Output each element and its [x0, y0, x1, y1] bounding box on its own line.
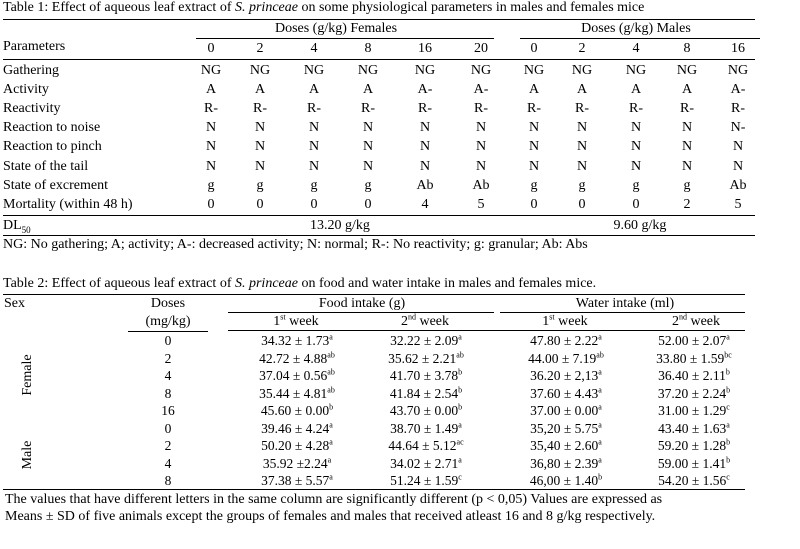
- intake-value-cell: [496, 385, 636, 402]
- parameter-label: Mortality (within 48 h): [3, 197, 133, 212]
- female-value-cell: N: [475, 120, 487, 135]
- intake-value-cell: [356, 385, 496, 402]
- male-value-cell: N: [576, 159, 588, 174]
- significance-letters: a: [329, 420, 333, 430]
- female-value-cell: 5: [477, 197, 485, 212]
- intake-mean-sd: 41.84 ± 2.54: [389, 386, 459, 401]
- males-doses-header: Doses (g/kg) Males: [581, 21, 691, 36]
- parameter-label: Reaction to noise: [3, 120, 101, 135]
- food-week1-word: week: [285, 314, 319, 329]
- male-value-cell: N: [528, 120, 540, 135]
- intake-mean-sd: 37.00 ± 0.00: [530, 403, 599, 418]
- intake-mean-sd: 33.80 ± 1.59: [656, 351, 725, 366]
- female-value-cell: g: [364, 178, 372, 193]
- male-value-cell: g: [683, 178, 691, 193]
- intake-value-cell: [624, 367, 764, 384]
- doses-unit-header: (mg/kg): [145, 314, 191, 329]
- male-value-cell: A: [528, 82, 540, 97]
- table2-caption: [3, 276, 596, 292]
- food-week2-sup: nd: [407, 312, 416, 322]
- male-value-cell: 0: [530, 197, 538, 212]
- dl50-label: [3, 217, 31, 235]
- male-value-cell: A: [630, 82, 642, 97]
- intake-value-cell: [624, 455, 764, 472]
- intake-value-cell: [496, 402, 636, 419]
- significance-letters: a: [598, 332, 602, 342]
- intake-value-cell: [496, 437, 636, 454]
- male-value-cell: R-: [680, 101, 694, 116]
- significance-letters: a: [598, 455, 602, 465]
- intake-mean-sd: 54.20 ± 1.56: [658, 473, 727, 488]
- food-intake-header: Food intake (g): [318, 296, 406, 311]
- food-week2-header: [360, 313, 490, 331]
- male-value-cell: 0: [578, 197, 586, 212]
- male-dose-header: 2: [578, 41, 586, 56]
- intake-value-cell: [496, 420, 636, 437]
- intake-mean-sd: 35.62 ± 2.21: [388, 351, 457, 366]
- water-week1-num: 1: [542, 314, 550, 329]
- intake-mean-sd: 35,40 ± 2.60: [530, 438, 599, 453]
- intake-value-cell: [624, 385, 764, 402]
- significance-letters: b: [726, 455, 731, 465]
- female-value-cell: NG: [414, 63, 436, 78]
- male-value-cell: R-: [629, 101, 643, 116]
- significance-letters: b: [725, 367, 730, 377]
- significance-letters: a: [458, 455, 462, 465]
- food-week2-num: 2: [400, 314, 408, 329]
- significance-letters: ab: [327, 350, 335, 360]
- significance-letters: b: [458, 385, 463, 395]
- intake-mean-sd: 35.92 ±2.24: [262, 456, 328, 471]
- intake-mean-sd: 35.44 ± 4.81: [259, 386, 328, 401]
- table1-header-bottom-rule: [3, 59, 755, 60]
- intake-value-cell: [227, 420, 367, 437]
- female-value-cell: NG: [200, 63, 222, 78]
- intake-mean-sd: 44.64 ± 5.12: [388, 438, 457, 453]
- water-week1-word: week: [554, 314, 588, 329]
- female-value-cell: A-: [417, 82, 433, 97]
- dose-cell: 2: [164, 438, 172, 453]
- intake-mean-sd: 44.00 ± 7.19: [528, 351, 597, 366]
- significance-letters: b: [458, 367, 463, 377]
- dl50-female: 13.20 g/kg: [310, 218, 370, 233]
- intake-value-cell: [227, 472, 367, 489]
- significance-letters: a: [329, 332, 333, 342]
- intake-mean-sd: 32.22 ± 2.09: [390, 333, 459, 348]
- significance-letters: ab: [327, 367, 335, 377]
- female-value-cell: R-: [361, 101, 375, 116]
- male-value-cell: g: [578, 178, 586, 193]
- male-value-cell: N-: [730, 120, 746, 135]
- female-value-cell: R-: [474, 101, 488, 116]
- intake-mean-sd: 46,00 ± 1.40: [529, 473, 599, 488]
- male-value-cell: g: [632, 178, 640, 193]
- food-week1-header: [236, 313, 356, 331]
- intake-mean-sd: 42.72 ± 4.88: [259, 351, 328, 366]
- dose-cell: 8: [164, 386, 172, 401]
- parameter-label: Reaction to pinch: [3, 139, 102, 154]
- male-dose-header: 16: [731, 41, 745, 56]
- male-value-cell: N: [681, 139, 693, 154]
- male-value-cell: NG: [727, 63, 749, 78]
- parameter-label: Activity: [3, 82, 49, 97]
- female-value-cell: 0: [256, 197, 264, 212]
- male-value-cell: N: [630, 120, 642, 135]
- significance-letters: a: [458, 420, 462, 430]
- intake-mean-sd: 35,20 ± 5.75: [530, 421, 599, 436]
- parameter-label: Gathering: [3, 63, 59, 78]
- significance-letters: a: [726, 420, 730, 430]
- table2-note-line1: The values that have different letters in the same column are significantly different (p < 0,05) Values are expressed as: [5, 492, 663, 507]
- intake-mean-sd: 37.38 ± 5.57: [261, 473, 330, 488]
- female-dose-header: 20: [474, 41, 488, 56]
- significance-letters: a: [726, 332, 730, 342]
- significance-letters: a: [598, 420, 602, 430]
- male-value-cell: NG: [625, 63, 647, 78]
- table2-caption-pre: Table 2: Effect of aqueous leaf extract of: [3, 276, 235, 291]
- male-value-cell: R-: [575, 101, 589, 116]
- intake-mean-sd: 59.00 ± 1.41: [657, 456, 727, 471]
- dose-cell: 8: [164, 473, 172, 488]
- male-value-cell: N: [576, 120, 588, 135]
- water-week2-word: week: [686, 314, 721, 329]
- intake-mean-sd: 36,80 ± 2.39: [530, 456, 599, 471]
- intake-value-cell: [496, 350, 636, 367]
- female-value-cell: A-: [473, 82, 489, 97]
- intake-value-cell: [227, 367, 367, 384]
- table1-caption-post: on some physiological parameters in males and females mice: [297, 0, 645, 15]
- female-value-cell: g: [310, 178, 318, 193]
- male-value-cell: N: [528, 159, 540, 174]
- female-value-cell: N: [308, 120, 320, 135]
- intake-value-cell: [356, 332, 496, 349]
- female-value-cell: 4: [421, 197, 429, 212]
- significance-letters: c: [726, 402, 730, 412]
- male-value-cell: NG: [676, 63, 698, 78]
- intake-mean-sd: 43.40 ± 1.63: [658, 421, 727, 436]
- female-value-cell: Ab: [416, 178, 434, 193]
- table1-footnote: NG: No gathering; A; activity; A-: decreased activity; N: normal; R-: No reactivity; g: granular; Ab: Abs: [3, 237, 588, 252]
- water-intake-header: Water intake (ml): [575, 296, 675, 311]
- female-dose-header: 4: [310, 41, 318, 56]
- male-dose-header: 8: [683, 41, 691, 56]
- intake-mean-sd: 36.40 ± 2.11: [658, 368, 726, 383]
- parameter-label: Reactivity: [3, 101, 61, 116]
- parameter-label: State of the tail: [3, 159, 89, 174]
- significance-letters: a: [598, 367, 602, 377]
- food-week1-sup: st: [280, 312, 286, 322]
- female-value-cell: N: [254, 120, 266, 135]
- female-value-cell: N: [419, 159, 431, 174]
- table1-caption-pre: Table 1: Effect of aqueous leaf extract of: [3, 0, 235, 15]
- female-value-cell: N: [205, 120, 217, 135]
- male-value-cell: 5: [734, 197, 742, 212]
- female-value-cell: N: [308, 159, 320, 174]
- intake-mean-sd: 36.20 ± 2,13: [530, 368, 599, 383]
- intake-mean-sd: 34.32 ± 1.73: [261, 333, 330, 348]
- intake-value-cell: [624, 350, 764, 367]
- intake-mean-sd: 34.02 ± 2.71: [390, 456, 459, 471]
- dl50-subscript: 50: [21, 224, 31, 235]
- intake-value-cell: [227, 455, 367, 472]
- significance-letters: bc: [724, 350, 732, 360]
- female-value-cell: N: [475, 139, 487, 154]
- female-dose-header: 0: [207, 41, 215, 56]
- intake-value-cell: [227, 350, 367, 367]
- female-value-cell: g: [256, 178, 264, 193]
- male-value-cell: NG: [523, 63, 545, 78]
- significance-letters: b: [726, 385, 731, 395]
- male-value-cell: R-: [731, 101, 745, 116]
- female-value-cell: NG: [470, 63, 492, 78]
- significance-letters: ab: [596, 350, 604, 360]
- doses-header: Doses: [150, 296, 186, 311]
- table2-bottom-rule: [3, 489, 745, 490]
- significance-letters: a: [458, 332, 462, 342]
- male-value-cell: 2: [683, 197, 691, 212]
- intake-value-cell: [624, 402, 764, 419]
- male-value-cell: Ab: [729, 178, 747, 193]
- female-value-cell: R-: [204, 101, 218, 116]
- male-dose-header: 4: [632, 41, 640, 56]
- male-value-cell: g: [530, 178, 538, 193]
- male-value-cell: N: [528, 139, 540, 154]
- water-week1-sup: st: [549, 312, 555, 322]
- female-value-cell: A: [362, 82, 374, 97]
- intake-value-cell: [496, 472, 636, 489]
- significance-letters: a: [329, 437, 333, 447]
- intake-value-cell: [624, 420, 764, 437]
- females-header-rule: [196, 38, 494, 39]
- intake-value-cell: [624, 332, 764, 349]
- female-value-cell: N: [419, 120, 431, 135]
- intake-mean-sd: 43.70 ± 0.00: [389, 403, 459, 418]
- table1-caption: [3, 0, 644, 16]
- female-value-cell: N: [362, 159, 374, 174]
- intake-value-cell: [624, 437, 764, 454]
- water-week2-header: [636, 313, 756, 331]
- significance-letters: b: [329, 402, 334, 412]
- significance-letters: c: [726, 472, 730, 482]
- significance-letters: b: [726, 437, 731, 447]
- significance-letters: ab: [456, 350, 464, 360]
- male-value-cell: N: [630, 139, 642, 154]
- dose-cell: 4: [164, 456, 172, 471]
- female-value-cell: 0: [310, 197, 318, 212]
- female-value-cell: NG: [249, 63, 271, 78]
- table1-caption-species: S. princeae: [234, 0, 298, 15]
- female-dose-header: 16: [418, 41, 432, 56]
- male-value-cell: N: [630, 159, 642, 174]
- dl50-male: 9.60 g/kg: [613, 218, 667, 233]
- female-value-cell: R-: [253, 101, 267, 116]
- significance-letters: b: [598, 472, 603, 482]
- table2-note-line2: Means ± SD of five animals except the groups of females and males that received atleast 16 and 8 g/kg respectively.: [5, 509, 656, 524]
- food-week2-word: week: [415, 314, 450, 329]
- female-value-cell: N: [254, 159, 266, 174]
- female-value-cell: R-: [418, 101, 432, 116]
- male-value-cell: N: [681, 120, 693, 135]
- male-value-cell: N: [576, 139, 588, 154]
- dose-cell: 0: [164, 421, 172, 436]
- food-week1-num: 1: [273, 314, 281, 329]
- female-value-cell: A: [205, 82, 217, 97]
- female-value-cell: N: [308, 139, 320, 154]
- significance-letters: ac: [456, 437, 464, 447]
- female-value-cell: N: [205, 139, 217, 154]
- water-week2-num: 2: [671, 314, 679, 329]
- male-value-cell: A-: [730, 82, 746, 97]
- intake-mean-sd: 38.70 ± 1.49: [390, 421, 459, 436]
- intake-mean-sd: 31.00 ± 1.29: [658, 403, 727, 418]
- intake-value-cell: [624, 472, 764, 489]
- female-value-cell: A: [308, 82, 320, 97]
- week-header-rule: [228, 330, 745, 331]
- female-dose-header: 8: [364, 41, 372, 56]
- intake-value-cell: [227, 332, 367, 349]
- intake-value-cell: [356, 402, 496, 419]
- dose-cell: 4: [164, 368, 172, 383]
- male-group-label: Male: [20, 440, 35, 470]
- male-value-cell: NG: [571, 63, 593, 78]
- female-group-label: Female: [20, 354, 35, 396]
- female-value-cell: Ab: [472, 178, 490, 193]
- significance-letters: a: [598, 385, 602, 395]
- male-value-cell: 0: [632, 197, 640, 212]
- male-value-cell: A: [576, 82, 588, 97]
- intake-mean-sd: 37.20 ± 2.24: [657, 386, 727, 401]
- water-week2-sup: nd: [678, 312, 687, 322]
- dose-cell: 0: [164, 333, 172, 348]
- dose-cell: 16: [161, 403, 175, 418]
- significance-letters: a: [598, 437, 602, 447]
- female-value-cell: 0: [364, 197, 372, 212]
- significance-letters: a: [598, 402, 602, 412]
- female-value-cell: NG: [303, 63, 325, 78]
- male-dose-header: 0: [530, 41, 538, 56]
- male-value-cell: N: [732, 159, 744, 174]
- table2-caption-species: S. princeae: [234, 276, 298, 291]
- females-doses-header: Doses (g/kg) Females: [274, 21, 398, 36]
- intake-mean-sd: 47.80 ± 2.22: [530, 333, 599, 348]
- significance-letters: ab: [327, 385, 335, 395]
- significance-letters: a: [329, 472, 333, 482]
- significance-letters: b: [458, 402, 463, 412]
- male-value-cell: R-: [527, 101, 541, 116]
- intake-value-cell: [356, 455, 496, 472]
- table1-dl-top-rule: [3, 215, 755, 216]
- female-value-cell: NG: [357, 63, 379, 78]
- intake-mean-sd: 52.00 ± 2.07: [658, 333, 727, 348]
- intake-value-cell: [356, 437, 496, 454]
- female-value-cell: N: [362, 120, 374, 135]
- water-week1-header: [500, 313, 630, 331]
- intake-mean-sd: 41.70 ± 3.78: [389, 368, 459, 383]
- intake-mean-sd: 37.04 ± 0.56: [259, 368, 328, 383]
- intake-value-cell: [227, 402, 367, 419]
- intake-value-cell: [227, 385, 367, 402]
- intake-value-cell: [227, 437, 367, 454]
- parameters-header: Parameters: [3, 39, 66, 54]
- female-value-cell: N: [254, 139, 266, 154]
- intake-value-cell: [356, 420, 496, 437]
- female-value-cell: N: [419, 139, 431, 154]
- female-value-cell: A: [254, 82, 266, 97]
- significance-letters: a: [327, 455, 332, 465]
- female-value-cell: R-: [307, 101, 321, 116]
- female-value-cell: N: [205, 159, 217, 174]
- female-value-cell: N: [475, 159, 487, 174]
- intake-value-cell: [356, 472, 496, 489]
- dose-cell: 2: [164, 351, 172, 366]
- table2-caption-post: on food and water intake in males and females mice.: [297, 276, 597, 291]
- intake-mean-sd: 51.24 ± 1.59: [390, 473, 459, 488]
- intake-mean-sd: 59.20 ± 1.28: [657, 438, 727, 453]
- male-value-cell: A: [681, 82, 693, 97]
- intake-mean-sd: 45.60 ± 0.00: [260, 403, 330, 418]
- female-dose-header: 2: [256, 41, 264, 56]
- intake-value-cell: [496, 332, 636, 349]
- intake-value-cell: [496, 455, 636, 472]
- male-value-cell: N: [681, 159, 693, 174]
- male-value-cell: N: [732, 139, 744, 154]
- intake-value-cell: [356, 350, 496, 367]
- significance-letters: c: [458, 472, 462, 482]
- intake-value-cell: [356, 367, 496, 384]
- female-value-cell: g: [207, 178, 215, 193]
- intake-mean-sd: 39.46 ± 4.24: [261, 421, 330, 436]
- males-header-rule: [520, 38, 760, 39]
- dl50-label-text: DL: [3, 218, 22, 233]
- female-value-cell: 0: [207, 197, 215, 212]
- intake-mean-sd: 50.20 ± 4.28: [261, 438, 330, 453]
- intake-mean-sd: 37.60 ± 4.43: [530, 386, 599, 401]
- parameter-label: State of excrement: [3, 178, 108, 193]
- sex-header: Sex: [4, 296, 25, 311]
- female-value-cell: N: [362, 139, 374, 154]
- intake-value-cell: [496, 367, 636, 384]
